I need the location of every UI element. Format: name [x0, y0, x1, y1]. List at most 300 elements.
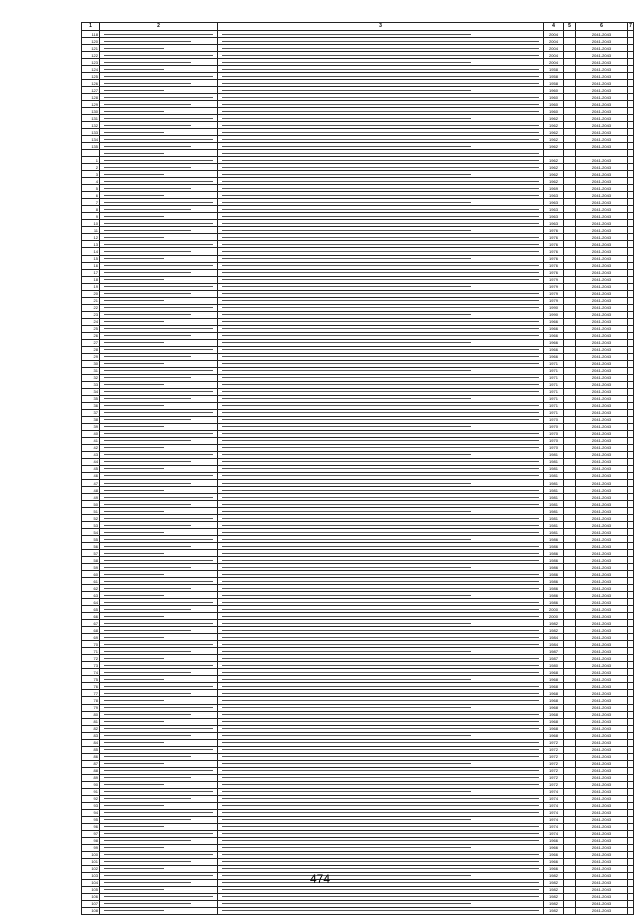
build-year-cell: 1974: [544, 816, 564, 823]
work-types-cell: [218, 508, 544, 515]
column-numbers-row: [82, 23, 634, 31]
work-types-cell: [218, 900, 544, 907]
illegible-text-mark: [104, 903, 191, 904]
table-row: [82, 283, 634, 290]
illegible-text-mark: [222, 300, 539, 301]
row-number-cell: 101: [82, 858, 100, 865]
address-cell: [100, 255, 218, 262]
row-number-cell: 120: [82, 38, 100, 45]
illegible-text-mark: [104, 335, 191, 336]
note-cell: [628, 508, 634, 515]
illegible-text-mark: [222, 419, 539, 420]
address-cell: [100, 136, 218, 143]
illegible-text-mark: [104, 475, 213, 476]
illegible-text-mark: [104, 910, 164, 911]
extra-cell: [564, 858, 576, 865]
illegible-text-mark: [104, 840, 191, 841]
extra-cell: [564, 648, 576, 655]
work-types-cell: [218, 543, 544, 550]
extra-cell: [564, 276, 576, 283]
table-row: [82, 886, 634, 893]
extra-cell: [564, 185, 576, 192]
illegible-text-mark: [222, 195, 539, 196]
work-types-cell: [218, 613, 544, 620]
address-cell: [100, 59, 218, 66]
illegible-text-mark: [222, 55, 539, 56]
row-number-cell: 133: [82, 129, 100, 136]
work-types-cell: [218, 262, 544, 269]
illegible-text-mark: [222, 805, 539, 806]
address-cell: [100, 522, 218, 529]
repair-period-cell: 2041-2043: [576, 297, 628, 304]
build-year-cell: 1966: [544, 318, 564, 325]
build-year-cell: 1979: [544, 297, 564, 304]
repair-period-cell: 2041-2043: [576, 276, 628, 283]
note-cell: [628, 711, 634, 718]
row-number-cell: 72: [82, 655, 100, 662]
extra-cell: [564, 269, 576, 276]
build-year-cell: 1970: [544, 430, 564, 437]
note-cell: [628, 80, 634, 87]
illegible-text-mark: [104, 461, 191, 462]
address-cell: [100, 199, 218, 206]
work-types-cell: [218, 669, 544, 676]
illegible-text-mark: [222, 356, 539, 357]
work-types-cell: [218, 851, 544, 858]
work-types-cell: [218, 465, 544, 472]
work-types-cell: [218, 571, 544, 578]
extra-cell: [564, 760, 576, 767]
illegible-text-mark: [104, 125, 191, 126]
note-cell: [628, 108, 634, 115]
row-number-cell: 5: [82, 185, 100, 192]
table-row: [82, 122, 634, 129]
illegible-text-mark: [104, 398, 191, 399]
row-number-cell: 37: [82, 409, 100, 416]
work-types-cell: [218, 585, 544, 592]
table-row: [82, 557, 634, 564]
work-types-cell: [218, 206, 544, 213]
illegible-text-mark: [104, 609, 191, 610]
illegible-text-mark: [222, 847, 471, 848]
build-year-cell: 1986: [544, 592, 564, 599]
address-cell: [100, 487, 218, 494]
illegible-text-mark: [222, 490, 539, 491]
repair-period-cell: 2041-2043: [576, 830, 628, 837]
repair-period-cell: 2041-2043: [576, 578, 628, 585]
work-types-cell: [218, 711, 544, 718]
row-number-cell: 38: [82, 416, 100, 423]
build-year-cell: 1971: [544, 388, 564, 395]
address-cell: [100, 893, 218, 900]
address-cell: [100, 711, 218, 718]
note-cell: [628, 157, 634, 164]
illegible-text-mark: [222, 609, 539, 610]
work-types-cell: [218, 683, 544, 690]
page-number: 474: [309, 872, 331, 886]
illegible-text-mark: [222, 181, 539, 182]
extra-cell: [564, 718, 576, 725]
address-cell: [100, 178, 218, 185]
work-types-cell: [218, 416, 544, 423]
work-types-cell: [218, 395, 544, 402]
build-year-cell: 2004: [544, 38, 564, 45]
address-cell: [100, 346, 218, 353]
address-cell: [100, 122, 218, 129]
illegible-text-mark: [104, 721, 164, 722]
illegible-text-mark: [104, 132, 164, 133]
note-cell: [628, 94, 634, 101]
extra-cell: [564, 465, 576, 472]
illegible-text-mark: [222, 377, 539, 378]
row-number-cell: 84: [82, 739, 100, 746]
extra-cell: [564, 381, 576, 388]
repair-period-cell: 2041-2043: [576, 332, 628, 339]
work-types-cell: [218, 767, 544, 774]
extra-cell: [564, 164, 576, 171]
illegible-text-mark: [222, 461, 539, 462]
work-types-cell: [218, 73, 544, 80]
build-year-cell: 1984: [544, 641, 564, 648]
extra-cell: [564, 620, 576, 627]
row-number-cell: 77: [82, 690, 100, 697]
row-number-cell: 100: [82, 851, 100, 858]
work-types-cell: [218, 199, 544, 206]
illegible-text-mark: [104, 833, 213, 834]
illegible-text-mark: [104, 384, 164, 385]
table-row: [82, 52, 634, 59]
illegible-text-mark: [222, 440, 539, 441]
build-year-cell: 1963: [544, 220, 564, 227]
address-cell: [100, 494, 218, 501]
row-number-cell: 27: [82, 339, 100, 346]
work-types-cell: [218, 38, 544, 45]
repair-period-cell: 2041-2043: [576, 907, 628, 914]
extra-cell: [564, 437, 576, 444]
address-cell: [100, 297, 218, 304]
work-types-cell: [218, 893, 544, 900]
work-types-cell: [218, 451, 544, 458]
build-year-cell: 1981: [544, 508, 564, 515]
build-year-cell: 1986: [544, 536, 564, 543]
work-types-cell: [218, 227, 544, 234]
repair-period-cell: 2041-2043: [576, 199, 628, 206]
note-cell: [628, 416, 634, 423]
extra-cell: [564, 655, 576, 662]
extra-cell: [564, 255, 576, 262]
note-cell: [628, 465, 634, 472]
work-types-cell: [218, 192, 544, 199]
table-row: [82, 767, 634, 774]
illegible-text-mark: [222, 223, 539, 224]
illegible-text-mark: [222, 251, 539, 252]
table-row: [82, 823, 634, 830]
build-year-cell: 1968: [544, 718, 564, 725]
row-number-cell: 135: [82, 143, 100, 150]
illegible-text-mark: [104, 146, 191, 147]
build-year-cell: 1971: [544, 409, 564, 416]
address-cell: [100, 80, 218, 87]
work-types-cell: [218, 339, 544, 346]
address-cell: [100, 332, 218, 339]
note-cell: [628, 543, 634, 550]
row-number-cell: 70: [82, 641, 100, 648]
extra-cell: [564, 206, 576, 213]
illegible-text-mark: [104, 272, 191, 273]
row-number-cell: 91: [82, 788, 100, 795]
illegible-text-mark: [104, 742, 164, 743]
work-types-cell: [218, 80, 544, 87]
repair-period-cell: 2041-2043: [576, 45, 628, 52]
repair-period-cell: 2041-2043: [576, 325, 628, 332]
build-year-cell: 1958: [544, 80, 564, 87]
illegible-text-mark: [222, 230, 471, 231]
repair-period-cell: 2041-2043: [576, 648, 628, 655]
column-number: 6: [576, 23, 628, 31]
illegible-text-mark: [222, 83, 539, 84]
extra-cell: [564, 157, 576, 164]
address-cell: [100, 150, 218, 157]
illegible-text-mark: [222, 412, 539, 413]
build-year-cell: 1981: [544, 458, 564, 465]
table-row: [82, 494, 634, 501]
extra-cell: [564, 430, 576, 437]
table-row: [82, 423, 634, 430]
extra-cell: [564, 599, 576, 606]
extra-cell: [564, 171, 576, 178]
row-number-cell: 104: [82, 879, 100, 886]
work-types-cell: [218, 487, 544, 494]
table-row: [82, 402, 634, 409]
repair-period-cell: 2041-2043: [576, 823, 628, 830]
illegible-text-mark: [222, 426, 471, 427]
extra-cell: [564, 886, 576, 893]
illegible-text-mark: [104, 314, 191, 315]
extra-cell: [564, 234, 576, 241]
repair-period-cell: 2041-2043: [576, 809, 628, 816]
work-types-cell: [218, 360, 544, 367]
work-types-cell: [218, 213, 544, 220]
row-number-cell: 8: [82, 206, 100, 213]
row-number-cell: 79: [82, 704, 100, 711]
extra-cell: [564, 52, 576, 59]
repair-period-cell: 2041-2043: [576, 318, 628, 325]
work-types-cell: [218, 550, 544, 557]
build-year-cell: 1982: [544, 893, 564, 900]
table-row: [82, 395, 634, 402]
address-cell: [100, 164, 218, 171]
table-row: [82, 851, 634, 858]
address-cell: [100, 564, 218, 571]
address-cell: [100, 851, 218, 858]
repair-period-cell: 2041-2043: [576, 304, 628, 311]
illegible-text-mark: [222, 602, 539, 603]
table-row: [82, 739, 634, 746]
note-cell: [628, 220, 634, 227]
address-cell: [100, 676, 218, 683]
work-types-cell: [218, 297, 544, 304]
address-cell: [100, 325, 218, 332]
repair-period-cell: 2041-2043: [576, 283, 628, 290]
illegible-text-mark: [104, 553, 164, 554]
build-year-cell: 1960: [544, 87, 564, 94]
work-types-cell: [218, 87, 544, 94]
repair-period-cell: 2041-2043: [576, 515, 628, 522]
note-cell: [628, 73, 634, 80]
work-types-cell: [218, 592, 544, 599]
note-cell: [628, 907, 634, 914]
illegible-text-mark: [222, 104, 539, 105]
table-row: [82, 704, 634, 711]
extra-cell: [564, 402, 576, 409]
work-types-cell: [218, 816, 544, 823]
note-cell: [628, 241, 634, 248]
build-year-cell: 1968: [544, 683, 564, 690]
build-year-cell: 1963: [544, 192, 564, 199]
note-cell: [628, 87, 634, 94]
repair-period-cell: 2041-2043: [576, 599, 628, 606]
build-year-cell: 1974: [544, 802, 564, 809]
build-year-cell: 1974: [544, 823, 564, 830]
note-cell: [628, 255, 634, 262]
illegible-text-mark: [104, 349, 213, 350]
address-cell: [100, 585, 218, 592]
build-year-cell: 1962: [544, 164, 564, 171]
illegible-text-mark: [104, 433, 213, 434]
table-row: [82, 606, 634, 613]
illegible-text-mark: [104, 90, 164, 91]
illegible-text-mark: [104, 167, 191, 168]
row-number-cell: [82, 150, 100, 157]
repair-period-cell: 2041-2043: [576, 374, 628, 381]
extra-cell: [564, 311, 576, 318]
illegible-text-mark: [104, 223, 213, 224]
extra-cell: [564, 199, 576, 206]
table-row: [82, 388, 634, 395]
extra-cell: [564, 732, 576, 739]
address-cell: [100, 655, 218, 662]
illegible-text-mark: [222, 630, 539, 631]
build-year-cell: 1981: [544, 501, 564, 508]
illegible-text-mark: [222, 756, 539, 757]
row-number-cell: 12: [82, 234, 100, 241]
note-cell: [628, 192, 634, 199]
illegible-text-mark: [104, 700, 164, 701]
note-cell: [628, 472, 634, 479]
extra-cell: [564, 374, 576, 381]
address-cell: [100, 108, 218, 115]
build-year-cell: 1958: [544, 73, 564, 80]
address-cell: [100, 669, 218, 676]
table-row: [82, 746, 634, 753]
build-year-cell: 1971: [544, 367, 564, 374]
repair-period-cell: 2041-2043: [576, 136, 628, 143]
illegible-text-mark: [104, 525, 191, 526]
repair-period-cell: 2041-2043: [576, 311, 628, 318]
table-row: [82, 269, 634, 276]
address-cell: [100, 753, 218, 760]
work-types-cell: [218, 515, 544, 522]
row-number-cell: 18: [82, 276, 100, 283]
row-number-cell: 30: [82, 360, 100, 367]
note-cell: [628, 31, 634, 38]
illegible-text-mark: [104, 784, 164, 785]
work-types-cell: [218, 290, 544, 297]
illegible-text-mark: [222, 581, 539, 582]
table-row: [82, 669, 634, 676]
repair-period-cell: 2041-2043: [576, 536, 628, 543]
illegible-text-mark: [104, 237, 164, 238]
build-year-cell: 1971: [544, 402, 564, 409]
note-cell: [628, 101, 634, 108]
repair-period-cell: 2041-2043: [576, 255, 628, 262]
work-types-cell: [218, 564, 544, 571]
repair-period-cell: 2041-2043: [576, 795, 628, 802]
row-number-cell: 76: [82, 683, 100, 690]
table-row: [82, 501, 634, 508]
table-row: [82, 837, 634, 844]
repair-period-cell: 2041-2043: [576, 669, 628, 676]
illegible-text-mark: [222, 188, 539, 189]
note-cell: [628, 458, 634, 465]
extra-cell: [564, 578, 576, 585]
extra-cell: [564, 571, 576, 578]
extra-cell: [564, 367, 576, 374]
note-cell: [628, 697, 634, 704]
extra-cell: [564, 669, 576, 676]
note-cell: [628, 809, 634, 816]
build-year-cell: 1976: [544, 248, 564, 255]
build-year-cell: 2004: [544, 45, 564, 52]
repair-period-cell: 2041-2043: [576, 227, 628, 234]
build-year-cell: 1972: [544, 739, 564, 746]
illegible-text-mark: [222, 721, 539, 722]
repair-period-cell: 2041-2043: [576, 697, 628, 704]
build-year-cell: 1970: [544, 416, 564, 423]
illegible-text-mark: [104, 83, 191, 84]
illegible-text-mark: [222, 910, 539, 911]
work-types-cell: [218, 409, 544, 416]
table-row: [82, 536, 634, 543]
table-row: [82, 529, 634, 536]
row-number-cell: 132: [82, 122, 100, 129]
illegible-text-mark: [104, 686, 213, 687]
table-row: [82, 809, 634, 816]
illegible-text-mark: [104, 230, 191, 231]
illegible-text-mark: [104, 454, 213, 455]
extra-cell: [564, 227, 576, 234]
build-year-cell: 1987: [544, 655, 564, 662]
table-row: [82, 522, 634, 529]
address-cell: [100, 704, 218, 711]
illegible-text-mark: [222, 868, 539, 869]
row-number-cell: 125: [82, 73, 100, 80]
address-cell: [100, 262, 218, 269]
repair-period-cell: 2041-2043: [576, 262, 628, 269]
row-number-cell: 31: [82, 367, 100, 374]
address-cell: [100, 430, 218, 437]
build-year-cell: 1979: [544, 290, 564, 297]
illegible-text-mark: [222, 665, 539, 666]
illegible-text-mark: [104, 651, 191, 652]
build-year-cell: 1982: [544, 907, 564, 914]
row-number-cell: 45: [82, 465, 100, 472]
note-cell: [628, 620, 634, 627]
address-cell: [100, 304, 218, 311]
work-types-cell: [218, 886, 544, 893]
illegible-text-mark: [104, 490, 164, 491]
work-types-cell: [218, 101, 544, 108]
